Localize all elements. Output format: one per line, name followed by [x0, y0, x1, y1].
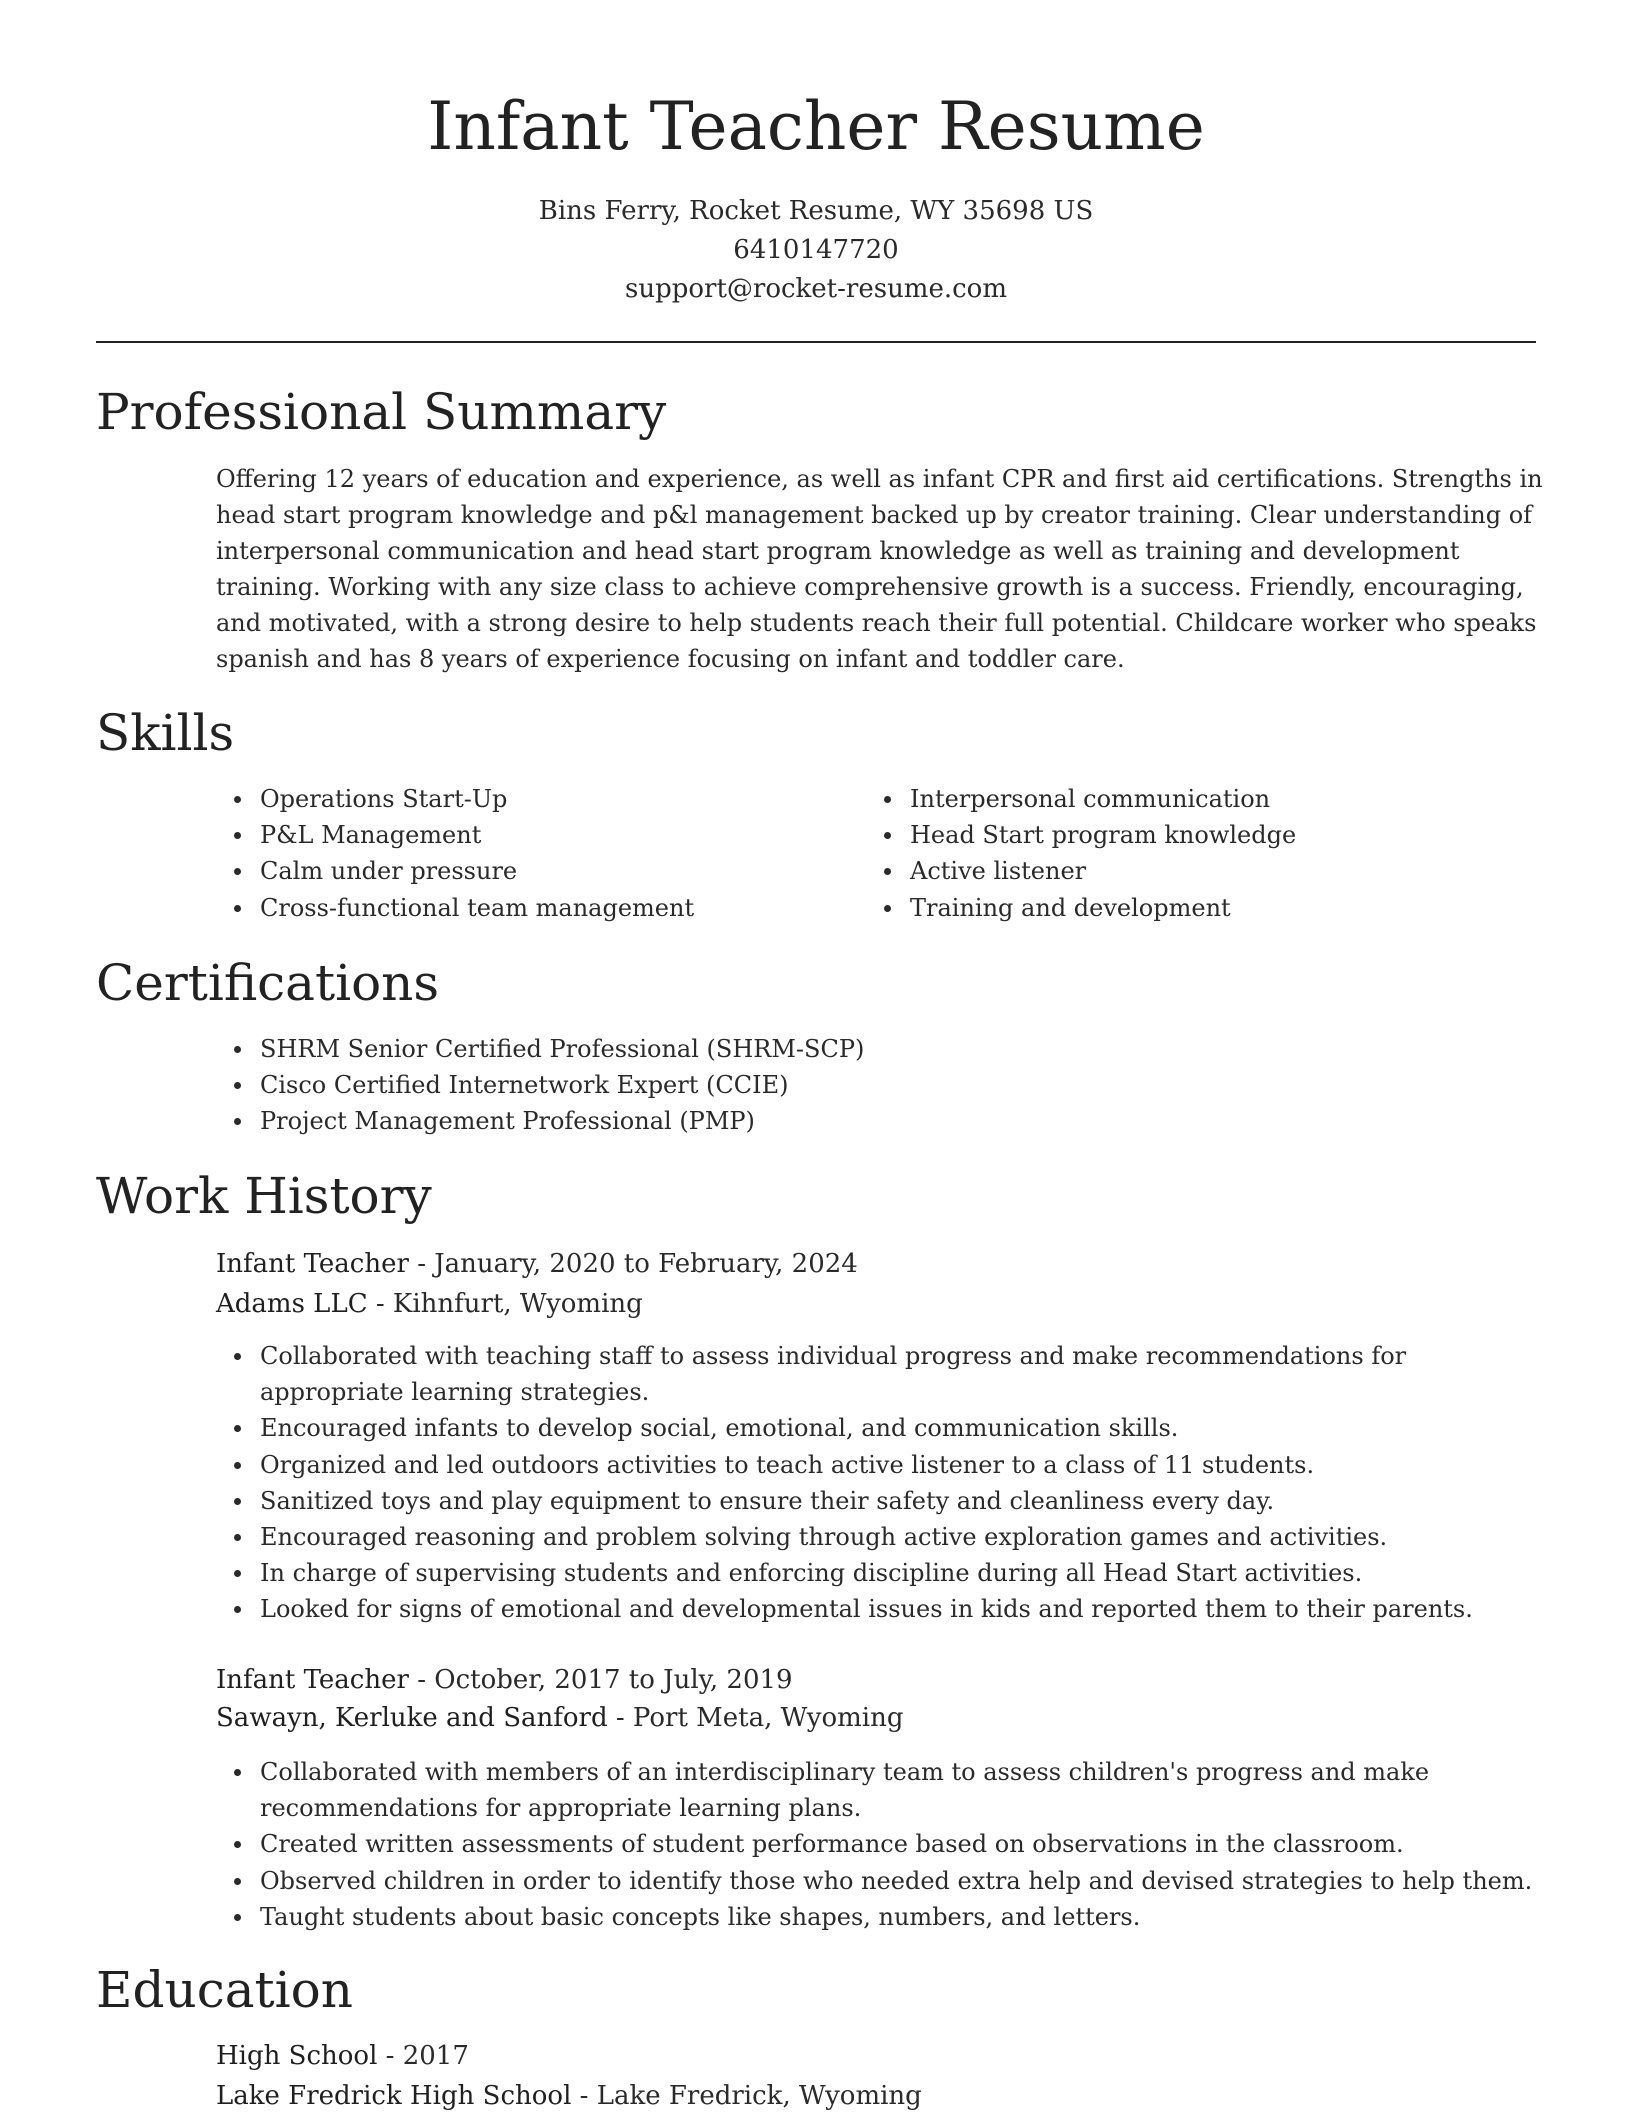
certifications-heading: Certifications — [96, 954, 440, 1012]
job-bullet: Encouraged infants to develop social, emotional, and communication skills. — [216, 1410, 1546, 1446]
job-company: Adams LLC — [216, 1289, 368, 1319]
skill-item: Operations Start-Up — [216, 781, 816, 817]
job-title-line — [216, 1246, 858, 1282]
job-bullet: In charge of supervising students and enforcing discipline during all Head Start activities. — [216, 1555, 1546, 1591]
job-company-line — [216, 1286, 643, 1322]
certification-item: SHRM Senior Certified Professional (SHRM-SCP) — [216, 1031, 1516, 1067]
skills-list-left — [216, 781, 816, 926]
summary-text: Offering 12 years of education and experience, as well as infant CPR and first aid certifications. Strengths in head start program knowledge and p&l management backed up by creator training. Clear understanding of interpersonal communication and head start program knowledge as well as training and development training. Working with any size class to achieve comprehensive growth is a success. Friendly, encouraging, and motivated, with a strong desire to help students reach their full potential. Childcare worker who speaks spanish and has 8 years of experience focusing on infant and toddler care. — [216, 465, 1543, 673]
contact-email: support@rocket-resume.com — [624, 274, 1007, 304]
job-company-line — [216, 1700, 904, 1736]
job-bullet: Looked for signs of emotional and developmental issues in kids and reported them to their parents. — [216, 1591, 1546, 1627]
job-bullets — [216, 1754, 1546, 1935]
contact-block — [0, 192, 1632, 309]
education-year: - 2017 — [377, 2041, 469, 2071]
certification-item: Project Management Professional (PMP) — [216, 1103, 1516, 1139]
summary-heading: Professional Summary — [96, 383, 667, 441]
contact-phone: 6410147720 — [733, 235, 899, 265]
job-bullet: Encouraged reasoning and problem solving through active exploration games and activities. — [216, 1519, 1546, 1555]
skills-list-right — [866, 781, 1516, 926]
certifications-list — [216, 1031, 1516, 1140]
job-title: Infant Teacher — [216, 1249, 409, 1279]
job-dates: - January, 2020 to February, 2024 — [408, 1249, 858, 1279]
certification-item: Cisco Certified Internetwork Expert (CCIE) — [216, 1067, 1516, 1103]
education-degree: High School — [216, 2041, 378, 2071]
resume-title: Infant Teacher Resume — [427, 88, 1205, 165]
skill-item: P&L Management — [216, 817, 816, 853]
header-divider — [96, 341, 1536, 343]
job-bullet: Collaborated with teaching staff to assess individual progress and make recommendations for appropriate learning strategies. — [216, 1338, 1546, 1410]
skills-heading: Skills — [96, 704, 235, 762]
skill-item: Cross-functional team management — [216, 890, 816, 926]
education-heading: Education — [96, 1961, 353, 2019]
education-school: Lake Fredrick High School — [216, 2081, 572, 2111]
job-title: Infant Teacher — [216, 1665, 409, 1695]
job-bullet: Organized and led outdoors activities to teach active listener to a class of 11 students. — [216, 1447, 1546, 1483]
education-school-line — [216, 2078, 922, 2114]
job-bullet: Sanitized toys and play equipment to ensure their safety and cleanliness every day. — [216, 1483, 1546, 1519]
work-history-heading: Work History — [96, 1167, 432, 1225]
contact-address: Bins Ferry, Rocket Resume, WY 35698 US — [538, 196, 1094, 226]
skill-item: Active listener — [866, 853, 1516, 889]
job-title-line — [216, 1662, 793, 1698]
job-dates: - October, 2017 to July, 2019 — [408, 1665, 793, 1695]
job-company: Sawayn, Kerluke and Sanford — [216, 1703, 608, 1733]
skill-item: Calm under pressure — [216, 853, 816, 889]
job-bullets — [216, 1338, 1546, 1628]
skill-item: Training and development — [866, 890, 1516, 926]
job-bullet: Created written assessments of student performance based on observations in the classroom. — [216, 1826, 1546, 1862]
skill-item: Head Start program knowledge — [866, 817, 1516, 853]
job-bullet: Taught students about basic concepts like shapes, numbers, and letters. — [216, 1899, 1546, 1935]
education-location: - Lake Fredrick, Wyoming — [571, 2081, 922, 2111]
job-location: - Port Meta, Wyoming — [607, 1703, 904, 1733]
job-location: - Kihnfurt, Wyoming — [367, 1289, 643, 1319]
education-degree-line — [216, 2038, 469, 2074]
job-bullet: Collaborated with members of an interdisciplinary team to assess children's progress and make recommendations for appropriate learning plans. — [216, 1754, 1546, 1826]
job-bullet: Observed children in order to identify those who needed extra help and devised strategies to help them. — [216, 1863, 1546, 1899]
skill-item: Interpersonal communication — [866, 781, 1516, 817]
